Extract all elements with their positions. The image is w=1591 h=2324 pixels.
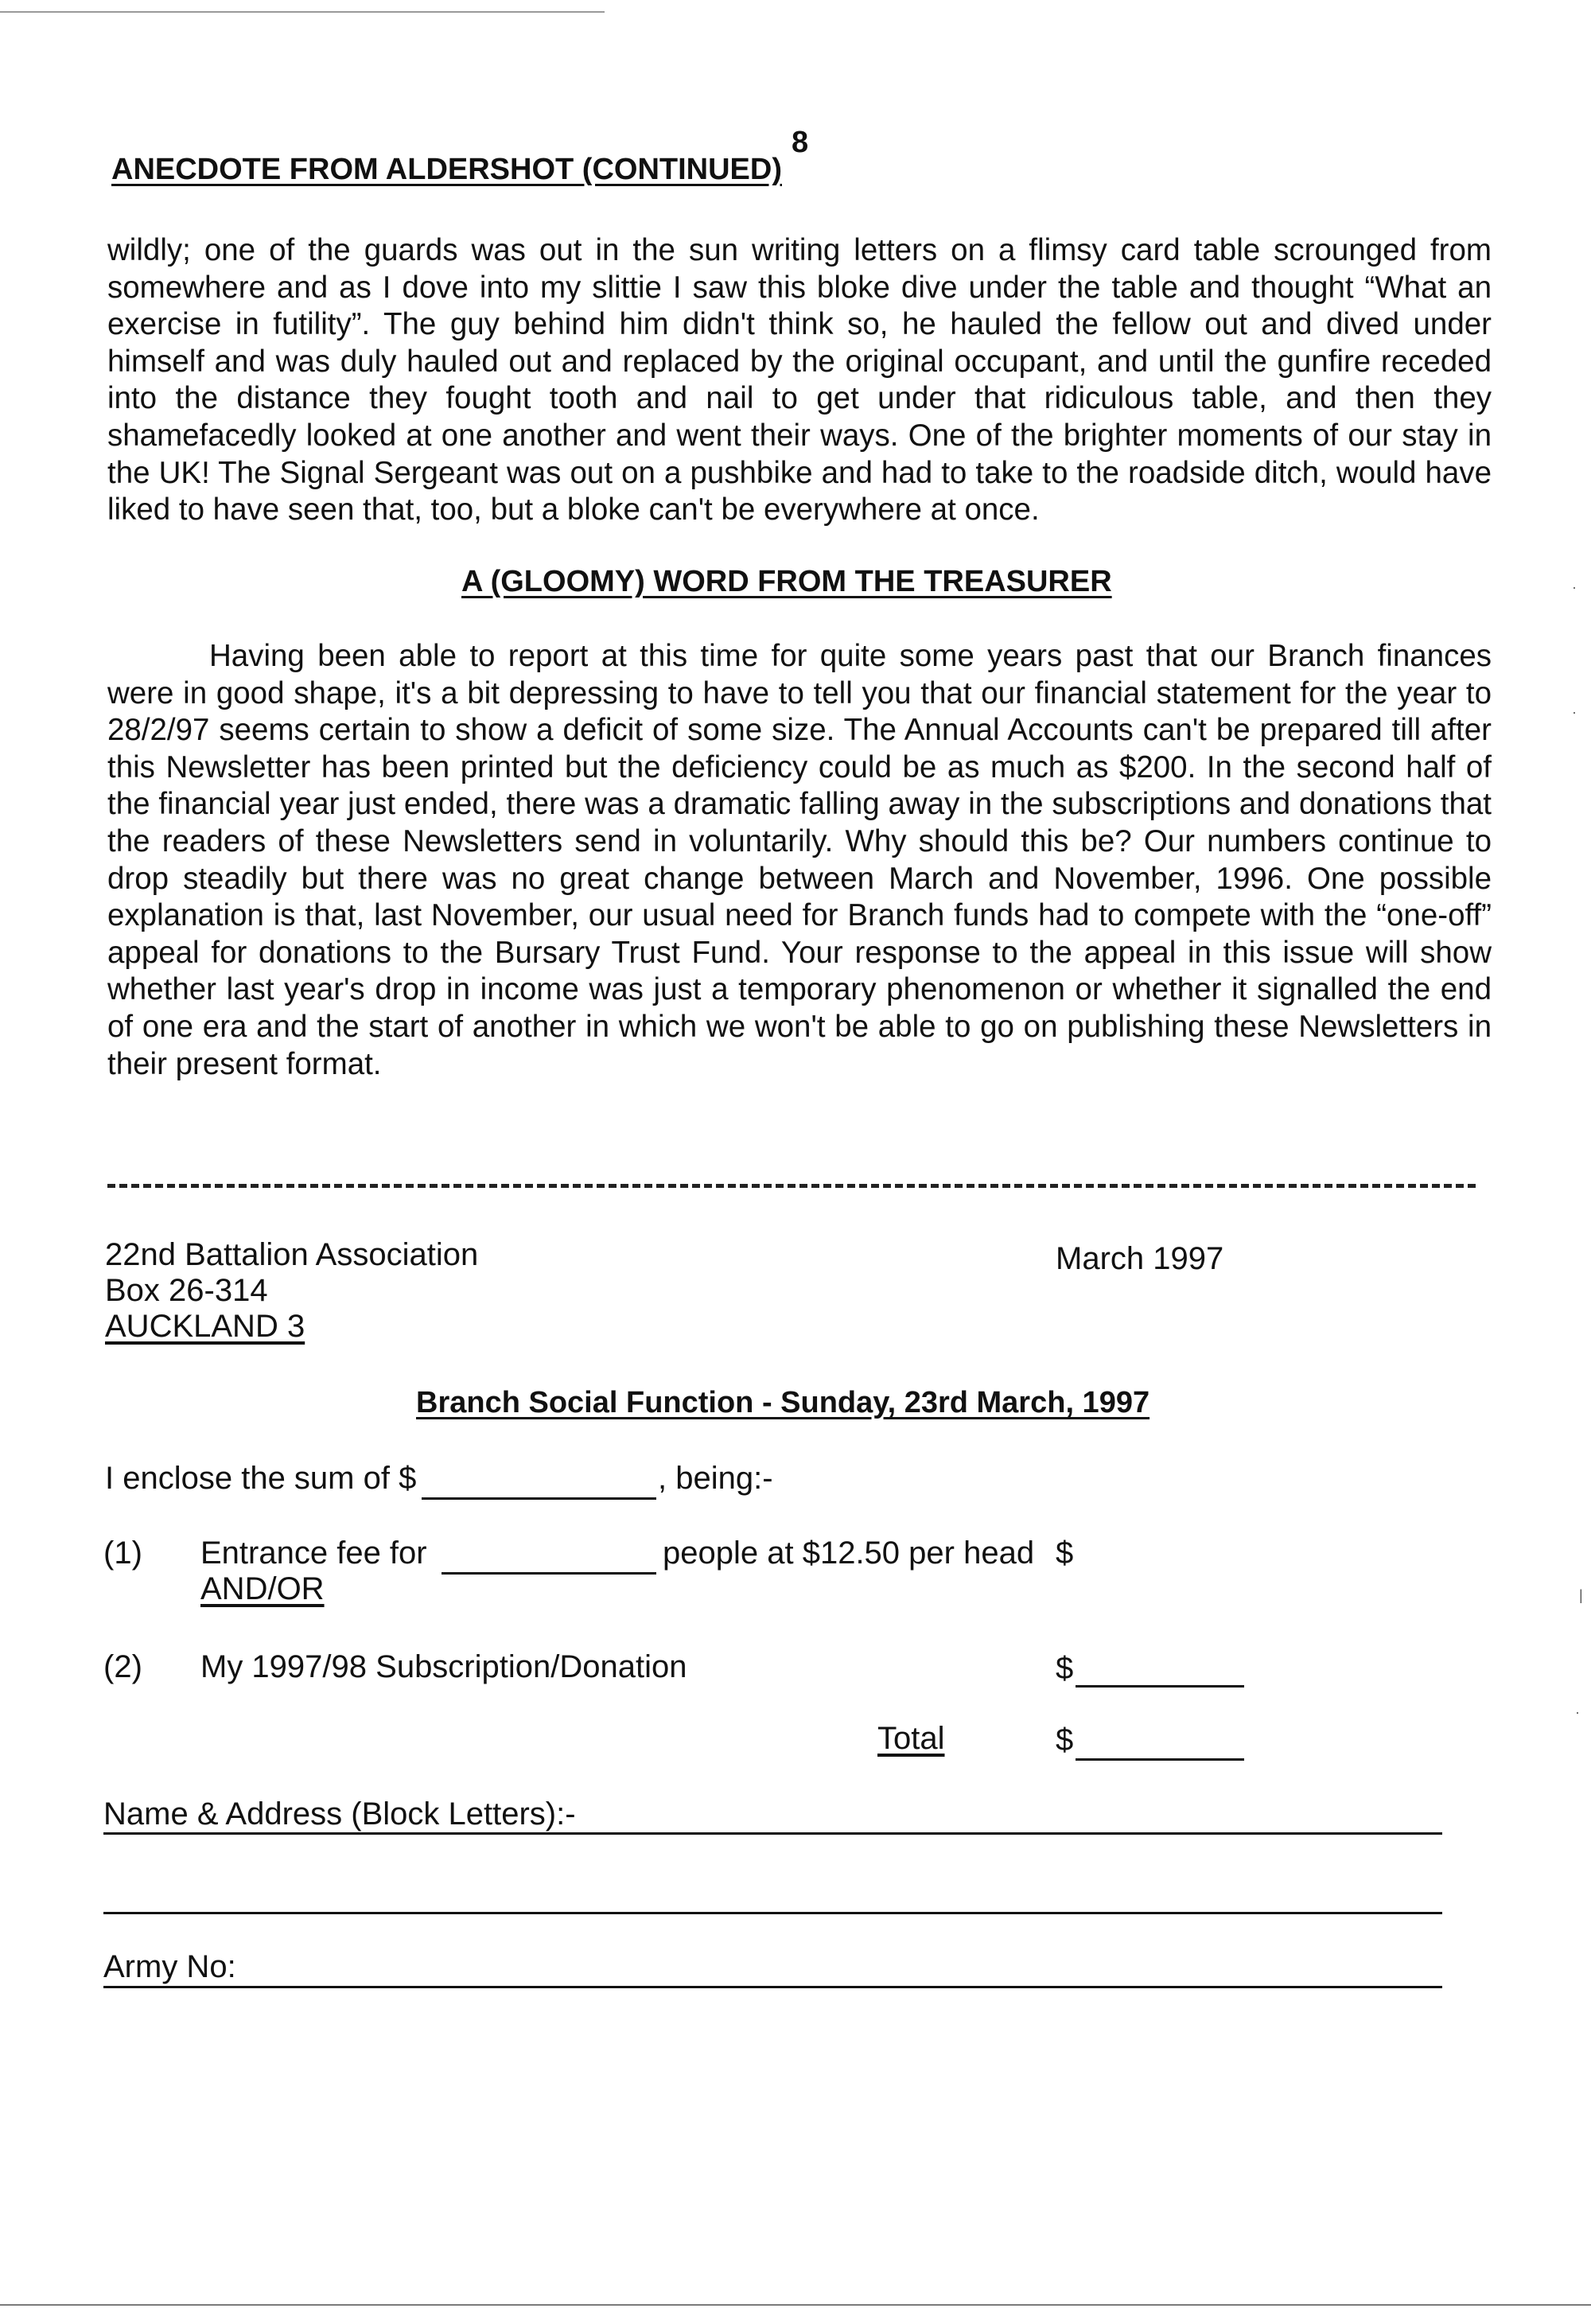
subscription-amount-field[interactable]	[1076, 1685, 1244, 1688]
page-number: 8	[792, 126, 809, 159]
item1-label: Entrance fee for	[200, 1536, 427, 1571]
item2-dollar-sign: $	[1056, 1651, 1074, 1686]
association-box: Box 26-314	[105, 1273, 268, 1308]
name-address-line-1[interactable]	[103, 1832, 1442, 1835]
form-date: March 1997	[1056, 1241, 1224, 1276]
army-no-field[interactable]	[103, 1986, 1442, 1988]
name-address-label: Name & Address (Block Letters):-	[103, 1797, 576, 1832]
function-title: Branch Social Function - Sunday, 23rd March, 1997	[416, 1386, 1150, 1419]
scan-speck: |	[1579, 1587, 1583, 1603]
name-address-line-2[interactable]	[103, 1912, 1442, 1914]
item2-label: My 1997/98 Subscription/Donation	[200, 1649, 687, 1684]
association-name: 22nd Battalion Association	[105, 1237, 479, 1272]
army-no-label: Army No:	[103, 1949, 236, 1984]
and-or-label: AND/OR	[200, 1571, 325, 1606]
people-count-field[interactable]	[442, 1572, 656, 1575]
anecdote-heading: ANECDOTE FROM ALDERSHOT (CONTINUED)	[111, 153, 782, 186]
scan-speck: ·	[1572, 704, 1577, 720]
total-dollar-sign: $	[1056, 1723, 1074, 1758]
enclose-suffix: , being:-	[658, 1461, 773, 1496]
scan-speck: ·	[1572, 579, 1577, 595]
scan-edge-bottom	[0, 2304, 1591, 2306]
cut-line-separator	[107, 1184, 1476, 1188]
anecdote-paragraph: wildly; one of the guards was out in the sun writing letters on a flimsy card table scrounged from somewhere and as I dove into my slittie I saw this bloke dive under the table and thought “What an exercise in futility”. The guy behind him didn't think so, he hauled the fellow out and dived under himself and was duly hauled out and replaced by the original occupant, and until the gunfire receded into the distance they fought tooth and nail to get under that ridiculous table, and then they shamefacedly looked at one another and went their ways. One of the brighter moments of our stay in the UK! The Signal Sergeant was out on a pushbike and had to take to the roadside ditch, would have liked to have seen that, too, but a bloke can't be everywhere at once.	[107, 233, 1492, 527]
item2-number: (2)	[103, 1649, 142, 1684]
treasurer-paragraph: Having been able to report at this time for quite some years past that our Branch finances were in good shape, it's a bit depressing to have to tell you that our financial statement for the year to 28/2/97 seems certain to show a deficit of some size. The Annual Accounts can't be prepared till after this Newsletter has been printed but the deficiency could be as much as $200. In the second half of the financial year just ended, there was a dramatic falling away in the subscriptions and donations that the readers of these Newsletters send in voluntarily. Why should this be? Our numbers continue to drop steadily but there was no great change between March and November, 1996. One possible explanation is that, last November, our usual need for Branch funds had to compete with the “one-off” appeal for donations to the Bursary Trust Fund. Your response to the appeal in this issue will show whether last year's drop in income was just a temporary phenomenon or whether it signalled the end of one era and the start of another in which we won't be able to go on publishing these Newsletters in their present format.	[107, 639, 1492, 1081]
item1-rate: people at $12.50 per head	[663, 1536, 1035, 1571]
total-amount-field[interactable]	[1076, 1758, 1244, 1761]
enclose-label: I enclose the sum of $	[105, 1461, 417, 1496]
enclose-amount-field[interactable]	[422, 1497, 656, 1500]
item1-dollar-sign: $	[1056, 1536, 1074, 1571]
scan-speck: ·	[1575, 1704, 1580, 1720]
total-label: Total	[877, 1721, 945, 1756]
association-city: AUCKLAND 3	[105, 1309, 305, 1344]
treasurer-heading: A (GLOOMY) WORD FROM THE TREASURER	[461, 565, 1112, 598]
item1-number: (1)	[103, 1536, 142, 1571]
scan-edge-top	[0, 11, 605, 13]
